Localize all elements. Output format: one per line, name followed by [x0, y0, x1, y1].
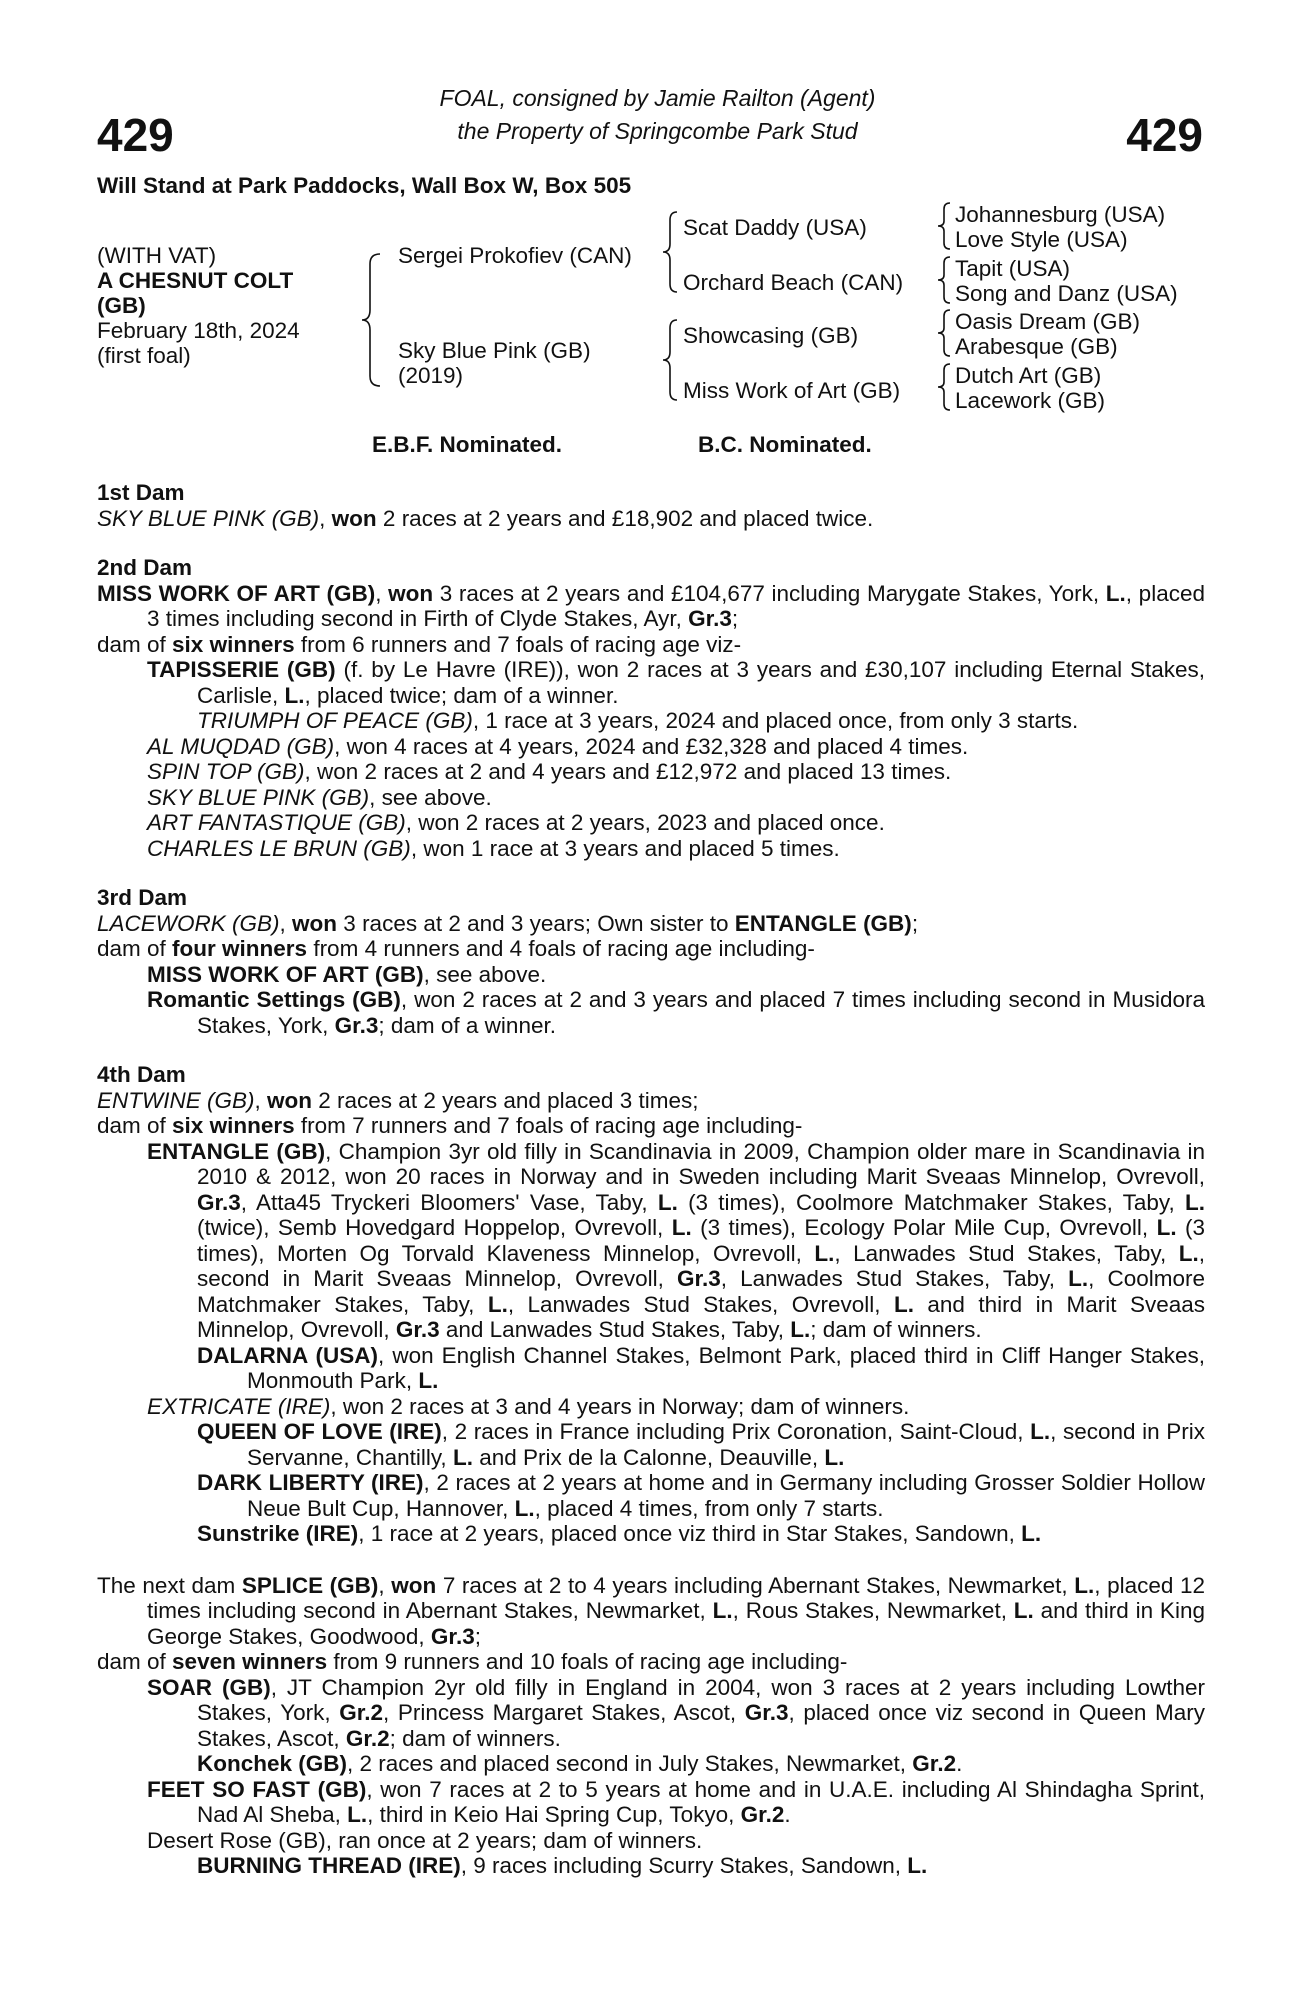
pedigree-brace-main	[360, 252, 386, 388]
horse-name: TRIUMPH OF PEACE (GB)	[197, 708, 473, 733]
group-marker: Gr.3	[744, 1700, 789, 1725]
produce-entry	[97, 962, 1205, 988]
ss-sire: Johannesburg (USA)	[955, 202, 1166, 227]
race-record: 3 races at 2 years and £104,677 including Marygate Stakes, York,	[433, 580, 1106, 606]
sire: Sergei Prokofiev (CAN)	[398, 243, 632, 268]
horse-name: MISS WORK OF ART (GB)	[147, 961, 424, 987]
race-record: (f. by Le Havre (IRE)), won 2 races at 3 years and £30,107 including Eternal Stakes, Carlisle,	[197, 657, 1205, 708]
sister-name: ENTANGLE (GB)	[734, 910, 912, 936]
horse-name: LACEWORK (GB)	[97, 910, 280, 936]
dd-sire: Dutch Art (GB)	[955, 363, 1102, 388]
lot-title-country: (GB)	[97, 293, 146, 318]
horse-name: QUEEN OF LOVE (IRE)	[197, 1419, 442, 1444]
race-record: , won 2 races at 2 and 3 years and placed 7 times including second in Musidora Stakes, York,	[197, 987, 1205, 1038]
second-dam-heading: 2nd Dam	[97, 555, 193, 580]
listed-marker: L.	[487, 1291, 508, 1317]
third-dam-entry: LACEWORK (GB), won 3 races at 2 and 3 years; Own sister to ENTANGLE (GB);	[97, 910, 919, 936]
summary-text: dam of	[97, 631, 173, 657]
race-record: , 1 race at 3 years, 2024 and placed once, from only 3 starts.	[472, 708, 1079, 733]
catalogue-body	[97, 480, 1205, 1879]
race-record: and Lanwades Stud Stakes, Taby,	[439, 1317, 791, 1342]
horse-name: ENTWINE (GB)	[97, 1087, 255, 1113]
summary-text: dam of	[97, 936, 173, 961]
race-record: , Champion 3yr old filly in Scandinavia in 2009, Champion older mare in Scandinavia in 2010 & 2012, won 20 races in Norway and in Sweden including Marit Sveaas Minnelop, Ovrevoll,	[197, 1138, 1205, 1189]
race-record: , 1 race at 2 years, placed once viz third in Star Stakes, Sandown,	[358, 1521, 1022, 1546]
race-record: , Atta45 Tryckeri Bloomers' Vase, Taby,	[240, 1189, 658, 1215]
horse-name: EXTRICATE (IRE)	[147, 1393, 331, 1419]
horse-name: SKY BLUE PINK (GB)	[147, 784, 370, 810]
race-record: , won 2 races at 2 and 4 years and £12,972 and placed 13 times.	[304, 759, 952, 784]
dam-of-sire: Orchard Beach (CAN)	[683, 270, 904, 295]
produce-entry	[97, 1419, 1205, 1470]
consignment-info	[0, 82, 1315, 148]
group-marker: Gr.2	[345, 1725, 390, 1751]
vat-note: (WITH VAT)	[97, 243, 217, 268]
listed-marker: L.	[671, 1215, 692, 1240]
horse-name: TAPISSERIE (GB)	[147, 657, 336, 682]
listed-marker: L.	[712, 1598, 733, 1623]
race-record: , see above.	[423, 961, 547, 987]
race-record: , won 4 races at 4 years, 2024 and £32,328 and placed 4 times.	[334, 733, 969, 759]
horse-name: Sunstrike (IRE)	[197, 1521, 359, 1546]
listed-marker: L.	[1021, 1521, 1042, 1546]
listed-marker: L.	[418, 1368, 439, 1393]
horse-name: DALARNA (USA)	[197, 1342, 378, 1368]
intro-text: The next dam	[97, 1572, 242, 1598]
horse-name: DARK LIBERTY (IRE)	[197, 1470, 424, 1495]
pedigree-brace-ss	[936, 201, 952, 251]
produce-entry	[97, 1853, 1205, 1879]
race-record: , third in Keio Hai Spring Cup, Tokyo,	[367, 1802, 741, 1827]
race-record: , 2 races and placed second in July Stakes, Newmarket,	[347, 1751, 913, 1776]
race-record: , JT Champion 2yr old filly in England in 2004, won 3 races at 2 years including Lowther Stakes, York,	[197, 1674, 1205, 1725]
stand-location: Will Stand at Park Paddocks, Wall Box W, Box 505	[97, 173, 632, 198]
won-label: won	[331, 505, 377, 531]
group-marker: Gr.3	[197, 1189, 241, 1215]
next-dam-entry: The next dam SPLICE (GB), won 7 races at 2 to 4 years including Abernant Stakes, Newmarket, L., placed 12 times including second in Abernant Stakes, Newmarket, L., Rous Stakes, Newmarket, L. and third in King George Stakes, Goodwood, Gr.3;	[97, 1572, 1206, 1649]
race-record: , placed 4 times, from only 7 starts.	[534, 1495, 884, 1521]
dd-dam: Lacework (GB)	[955, 388, 1106, 413]
race-record: 7 races at 2 to 4 years including Abernant Stakes, Newmarket,	[436, 1572, 1075, 1598]
produce-entry	[97, 708, 1205, 734]
race-record: , won 1 race at 3 years and placed 5 times.	[410, 835, 840, 861]
listed-marker: L.	[657, 1189, 678, 1215]
first-dam-entry: SKY BLUE PINK (GB), won 2 races at 2 years and £18,902 and placed twice.	[97, 505, 874, 531]
winners-count: four winners	[172, 936, 308, 961]
property-line: the Property of Springcombe Park Stud	[457, 118, 858, 144]
race-record: .	[956, 1751, 963, 1776]
race-record: (3 times), Morten Og Torvald Klaveness Minnelop, Ovrevoll,	[197, 1215, 1206, 1266]
lot-number-left: 429	[97, 109, 174, 161]
listed-marker: L.	[1074, 1572, 1095, 1598]
race-record: and Prix de la Calonne, Deauville,	[472, 1444, 825, 1470]
produce-entry	[97, 1394, 1205, 1420]
produce-entry	[97, 1470, 1205, 1521]
listed-marker: L.	[824, 1444, 845, 1470]
bc-nomination: B.C. Nominated.	[698, 432, 872, 457]
horse-name: Romantic Settings (GB)	[147, 987, 401, 1012]
race-record: , placed 12 times including second in Abernant Stakes, Newmarket,	[147, 1572, 1206, 1623]
race-record: , won English Channel Stakes, Belmont Park, placed third in Cliff Hanger Stakes, Monmouth Park,	[247, 1342, 1205, 1393]
summary-text: from 9 runners and 10 foals of racing age including-	[327, 1649, 848, 1674]
race-record: ;	[911, 910, 919, 936]
fourth-dam-entry: ENTWINE (GB), won 2 races at 2 years and placed 3 times;	[97, 1087, 699, 1113]
horse-name: ART FANTASTIQUE (GB)	[147, 810, 406, 835]
race-record: .	[784, 1802, 791, 1827]
produce-summary	[97, 632, 1205, 658]
listed-marker: L.	[1185, 1189, 1205, 1215]
race-record: ;	[731, 606, 739, 631]
listed-marker: L.	[790, 1317, 811, 1342]
summary-text: from 4 runners and 4 foals of racing age including-	[307, 936, 815, 961]
produce-entry	[97, 657, 1205, 708]
third-dam-heading: 3rd Dam	[97, 885, 188, 910]
produce-entry	[97, 734, 1205, 760]
race-record: and third in King George Stakes, Goodwood,	[147, 1598, 1205, 1649]
race-record: ; dam of winners.	[389, 1725, 561, 1751]
race-record: , won 2 races at 3 and 4 years in Norway; dam of winners.	[330, 1393, 910, 1419]
won-label: won	[267, 1087, 313, 1113]
foal-note: (first foal)	[97, 343, 191, 368]
group-marker: Gr.3	[677, 1266, 721, 1291]
fourth-dam-heading: 4th Dam	[97, 1062, 186, 1087]
dam: Sky Blue Pink (GB)	[398, 338, 591, 363]
race-record: , see above.	[369, 784, 492, 810]
produce-entry	[97, 1675, 1205, 1752]
produce-entry	[97, 759, 1205, 785]
group-marker: Gr.2	[740, 1802, 785, 1827]
race-record: 3 races at 2 and 3 years; Own sister to	[337, 910, 735, 936]
ds-dam: Arabesque (GB)	[955, 334, 1118, 359]
summary-text: dam of	[97, 1113, 173, 1138]
pedigree-brace-dam	[661, 318, 681, 402]
listed-marker: L.	[1013, 1598, 1034, 1623]
ds-sire: Oasis Dream (GB)	[955, 309, 1141, 334]
pedigree-brace-sire	[661, 210, 681, 294]
consignor-line: FOAL, consigned by Jamie Railton (Agent)	[439, 85, 876, 111]
dam-year: (2019)	[398, 363, 464, 388]
summary-text: dam of	[97, 1649, 173, 1674]
group-marker: Gr.2	[912, 1751, 957, 1776]
race-record: 2 races at 2 years and placed 3 times;	[312, 1087, 699, 1113]
pedigree-brace-sd	[936, 255, 952, 305]
produce-summary	[97, 936, 1205, 962]
race-record: , second in Prix Servanne, Chantilly,	[247, 1419, 1205, 1470]
listed-marker: L.	[893, 1291, 914, 1317]
horse-name: SPLICE (GB)	[241, 1572, 379, 1598]
foaling-date: February 18th, 2024	[97, 318, 300, 343]
dam-of-dam: Miss Work of Art (GB)	[683, 378, 901, 403]
summary-text: from 7 runners and 7 foals of racing age including-	[294, 1113, 803, 1138]
race-record: , placed twice; dam of a winner.	[304, 682, 619, 708]
produce-entry	[97, 1751, 1205, 1777]
horse-name: SOAR (GB)	[147, 1674, 271, 1700]
produce-entry	[97, 836, 1205, 862]
horse-name: ENTANGLE (GB)	[147, 1138, 326, 1164]
second-dam-entry: MISS WORK OF ART (GB), won 3 races at 2 years and £104,677 including Marygate Stakes, York, L., placed 3 times including second in Firth of Clyde Stakes, Ayr, Gr.3;	[97, 580, 1205, 631]
race-record: ;	[474, 1623, 481, 1649]
won-label: won	[292, 910, 338, 936]
group-marker: Gr.3	[395, 1317, 440, 1342]
horse-name: CHARLES LE BRUN (GB)	[147, 835, 411, 861]
won-label: won	[391, 1572, 437, 1598]
lot-number-right: 429	[1126, 109, 1203, 161]
ebf-nomination: E.B.F. Nominated.	[372, 432, 563, 457]
group-marker: Gr.2	[339, 1700, 384, 1725]
listed-marker: L.	[1178, 1240, 1199, 1266]
produce-entry	[97, 1139, 1205, 1343]
horse-name: Konchek (GB)	[197, 1751, 348, 1776]
listed-marker: L.	[514, 1495, 535, 1521]
horse-name: MISS WORK OF ART (GB)	[97, 580, 376, 606]
sd-dam: Song and Danz (USA)	[955, 281, 1178, 306]
race-record: , 2 races in France including Prix Coronation, Saint-Cloud,	[441, 1419, 1031, 1444]
produce-entry	[97, 1777, 1205, 1828]
group-marker: Gr.3	[334, 1012, 379, 1038]
race-record: , 2 races at 2 years at home and in Germany including Grosser Soldier Hollow Neue Bult Cup, Hannover,	[247, 1470, 1205, 1521]
race-record: , Rous Stakes, Newmarket,	[732, 1598, 1014, 1623]
sire-of-dam: Showcasing (GB)	[683, 323, 859, 348]
produce-summary	[97, 1113, 1205, 1139]
listed-marker: L.	[347, 1802, 368, 1827]
race-record: , placed 3 times including second in Firth of Clyde Stakes, Ayr,	[147, 580, 1205, 631]
sd-sire: Tapit (USA)	[955, 256, 1071, 281]
race-record: , Lanwades Stud Stakes, Ovrevoll,	[507, 1291, 894, 1317]
race-record: (twice), Semb Hovedgard Hoppelop, Ovrevoll,	[197, 1215, 672, 1240]
race-record: , second in Marit Sveaas Minnelop, Ovrevoll,	[197, 1240, 1205, 1291]
winners-count: six winners	[172, 1113, 295, 1138]
race-record: 2 races at 2 years and £18,902 and placed twice.	[376, 505, 874, 531]
listed-marker: L.	[814, 1240, 835, 1266]
group-marker: Gr.3	[688, 606, 732, 631]
produce-entry	[97, 785, 1205, 811]
won-label: won	[388, 580, 434, 606]
listed-marker: L.	[1105, 580, 1126, 606]
race-record: (3 times), Coolmore Matchmaker Stakes, Taby,	[677, 1189, 1185, 1215]
race-record: , Lanwades Stud Stakes, Taby,	[720, 1266, 1069, 1291]
produce-summary	[97, 1649, 1205, 1675]
listed-marker: L.	[1156, 1215, 1177, 1240]
race-record: , won 7 races at 2 to 5 years at home and in U.A.E. including Al Shindagha Sprint, Nad Al Sheba,	[197, 1776, 1205, 1827]
ss-dam: Love Style (USA)	[955, 227, 1128, 252]
race-record: , Coolmore Matchmaker Stakes, Taby,	[197, 1266, 1205, 1317]
produce-entry: Desert Rose (GB), ran once at 2 years; dam of winners.	[147, 1827, 703, 1853]
race-record: and third in Marit Sveaas Minnelop, Ovrevoll,	[197, 1291, 1206, 1342]
race-record: , placed once viz second in Queen Mary Stakes, Ascot,	[197, 1700, 1205, 1751]
pedigree-brace-ds	[936, 308, 952, 358]
listed-marker: L.	[284, 682, 305, 708]
listed-marker: L.	[452, 1444, 473, 1470]
horse-name: FEET SO FAST (GB)	[147, 1776, 367, 1802]
horse-name: SPIN TOP (GB)	[147, 759, 305, 784]
listed-marker: L.	[1030, 1419, 1051, 1444]
pedigree-brace-dd	[936, 362, 952, 412]
winners-count: seven winners	[172, 1649, 328, 1674]
race-record: , 9 races including Scurry Stakes, Sandown,	[460, 1853, 908, 1878]
sire-of-sire: Scat Daddy (USA)	[683, 215, 867, 240]
race-record: , Princess Margaret Stakes, Ascot,	[383, 1700, 745, 1725]
race-record: , Lanwades Stud Stakes, Taby,	[834, 1240, 1179, 1266]
horse-name: SKY BLUE PINK (GB)	[97, 505, 320, 531]
listed-marker: L.	[1068, 1266, 1089, 1291]
race-record: ; dam of a winner.	[378, 1012, 556, 1038]
produce-entry	[97, 810, 1205, 836]
produce-entry	[97, 987, 1205, 1038]
horse-name: BURNING THREAD (IRE)	[197, 1853, 461, 1878]
group-marker: Gr.3	[430, 1623, 475, 1649]
summary-text: from 6 runners and 7 foals of racing age viz-	[294, 631, 742, 657]
lot-title: A CHESNUT COLT	[97, 268, 294, 293]
race-record: (3 times), Ecology Polar Mile Cup, Ovrevoll,	[691, 1215, 1157, 1240]
produce-entry	[97, 1343, 1205, 1394]
produce-entry	[97, 1521, 1205, 1547]
first-dam-heading: 1st Dam	[97, 480, 185, 505]
race-record: ; dam of winners.	[810, 1317, 982, 1342]
winners-count: six winners	[172, 631, 295, 657]
listed-marker: L.	[907, 1853, 928, 1878]
horse-name: AL MUQDAD (GB)	[147, 733, 335, 759]
race-record: , won 2 races at 2 years, 2023 and placed once.	[405, 810, 885, 835]
